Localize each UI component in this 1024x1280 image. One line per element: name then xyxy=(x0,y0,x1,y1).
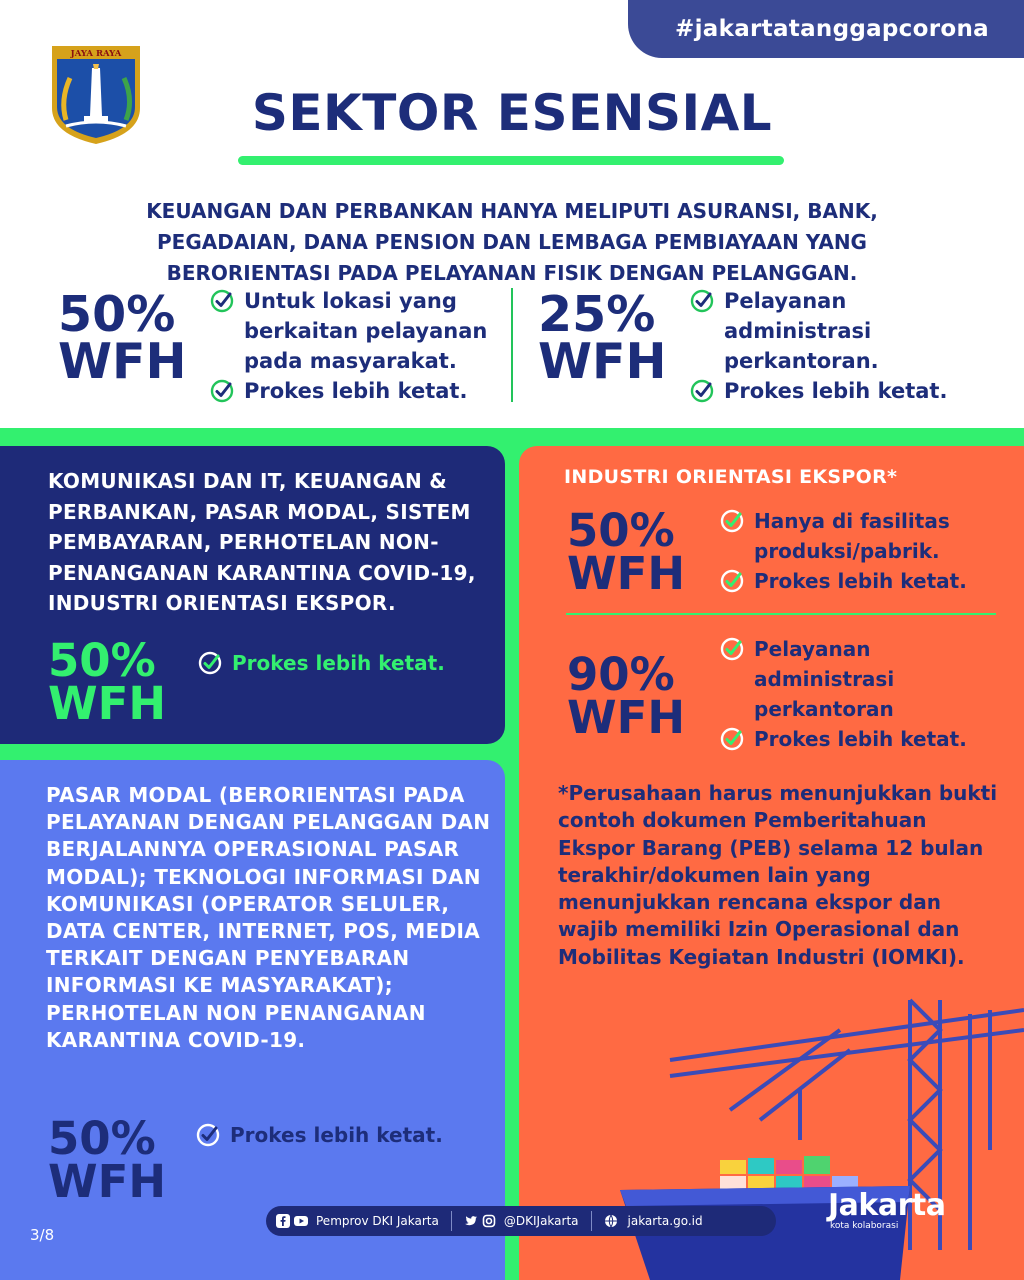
list-item xyxy=(720,724,1010,754)
page-number: 3/8 xyxy=(30,1226,55,1244)
orange-block1-wfh-label: WFH xyxy=(567,546,686,600)
list-item xyxy=(210,376,510,406)
blue-panel-wfh-label: WFH xyxy=(48,1154,167,1208)
brand-tagline: kota kolaborasi xyxy=(830,1221,899,1231)
navy-panel-text: KOMUNIKASI DAN IT, KEUANGAN & PERBANKAN, PASAR MODAL, SISTEM PEMBAYARAN, PERHOTELAN NON-PENANGANAN KARANTINA COVID-19, INDUSTRI ORIENTASI EKSPOR. xyxy=(48,469,476,615)
list-item-text: Pelayanan administrasi perkantoran. xyxy=(724,289,879,373)
orange-block2-wfh xyxy=(567,648,686,744)
orange-block1-pct: 50% xyxy=(567,504,675,557)
check-icon xyxy=(210,289,234,313)
navy-panel-wfh xyxy=(48,634,167,730)
list-item xyxy=(720,566,1010,596)
check-icon xyxy=(210,379,234,403)
list-item-text: Prokes lebih ketat. xyxy=(230,1123,443,1147)
footer-website-label: jakarta.go.id xyxy=(627,1214,703,1228)
crest-label: JAYA RAYA xyxy=(70,49,122,59)
list-item xyxy=(198,648,448,678)
orange-panel-title: INDUSTRI ORIENTASI EKSPOR* xyxy=(564,466,898,488)
top-left-wfh-label: WFH xyxy=(58,332,187,390)
footer-twitter-instagram[interactable] xyxy=(464,1214,579,1228)
jakarta-logo xyxy=(828,1188,945,1231)
check-icon xyxy=(720,569,744,593)
list-item xyxy=(196,1120,446,1150)
footer-facebook-label: Pemprov DKI Jakarta xyxy=(316,1214,439,1228)
check-icon xyxy=(720,509,744,533)
footer-separator xyxy=(451,1211,452,1231)
list-item xyxy=(690,376,990,406)
instagram-icon xyxy=(482,1214,496,1228)
navy-panel-list xyxy=(198,648,448,678)
orange-block2-wfh-label: WFH xyxy=(567,690,686,744)
top-left-pct: 50% xyxy=(58,286,176,343)
navy-panel-pct: 50% xyxy=(48,634,156,687)
top-right-list xyxy=(690,286,990,406)
top-right-pct: 25% xyxy=(538,286,656,343)
blue-panel-text: PASAR MODAL (BERORIENTASI PADA PELAYANAN DENGAN PELANGGAN DAN BERJALANNYA OPERASIONAL PASAR MODAL); TEKNOLOGI INFORMASI DAN KOMUNIKASI (OPERATOR SELULER, DATA CENTER, INTERNET, POS, MEDIA TERKAIT DENGAN PENYEBARAN INFORMASI KE MASYARAKAT); PERHOTELAN NON PENANGANAN KARANTINA COVID-19. xyxy=(46,783,491,1052)
footer-twitter-label: @DKIJakarta xyxy=(503,1214,579,1228)
blue-panel-list xyxy=(196,1120,446,1150)
check-icon xyxy=(720,727,744,751)
footer-website[interactable] xyxy=(604,1214,703,1228)
orange-block1-wfh xyxy=(567,504,686,600)
list-item-text: Prokes lebih ketat. xyxy=(754,727,967,751)
list-item xyxy=(720,506,1010,566)
list-item-text: Pelayanan administrasi perkantoran xyxy=(754,637,895,721)
blue-panel-pct: 50% xyxy=(48,1112,156,1165)
footer-bar xyxy=(266,1206,776,1236)
hashtag-text: #jakartatanggapcorona xyxy=(675,16,989,42)
twitter-icon xyxy=(464,1214,478,1228)
orange-divider xyxy=(566,613,996,615)
page-title: SEKTOR ESENSIAL xyxy=(251,84,773,142)
list-item xyxy=(690,286,990,376)
footer-facebook-youtube[interactable] xyxy=(276,1214,439,1228)
list-item-text: Hanya di fasilitas produksi/pabrik. xyxy=(754,509,950,563)
list-item-text: Prokes lebih ketat. xyxy=(244,379,468,403)
footer-separator xyxy=(591,1211,592,1231)
list-item-text: Prokes lebih ketat. xyxy=(232,651,445,675)
brand-name: Jakarta xyxy=(828,1188,946,1223)
youtube-icon xyxy=(294,1214,308,1228)
orange-block2-list xyxy=(720,634,1010,754)
check-icon xyxy=(196,1123,220,1147)
list-item xyxy=(210,286,510,376)
title-underline xyxy=(238,156,784,165)
facebook-icon xyxy=(276,1214,290,1228)
check-icon xyxy=(690,379,714,403)
list-item-text: Prokes lebih ketat. xyxy=(724,379,948,403)
top-left-list xyxy=(210,286,510,406)
orange-block2-pct: 90% xyxy=(567,648,675,701)
check-icon xyxy=(690,289,714,313)
blue-panel-wfh xyxy=(48,1112,167,1208)
check-icon xyxy=(720,637,744,661)
top-left-wfh xyxy=(58,286,187,390)
orange-block1-list xyxy=(720,506,1010,596)
list-item-text: Untuk lokasi yang berkaitan pelayanan pada masyarakat. xyxy=(244,289,488,373)
port-crane-illustration xyxy=(610,990,1024,1280)
top-right-wfh xyxy=(538,286,667,390)
navy-panel-wfh-label: WFH xyxy=(48,676,167,730)
hashtag-banner xyxy=(628,0,1024,58)
intro-text: KEUANGAN DAN PERBANKAN HANYA MELIPUTI ASURANSI, BANK, PEGADAIAN, DANA PENSION DAN LEMBAGA PEMBIAYAAN YANG BERORIENTASI PADA PELAYANAN FISIK DENGAN PELANGGAN. xyxy=(146,199,878,285)
top-right-wfh-label: WFH xyxy=(538,332,667,390)
list-item-text: Prokes lebih ketat. xyxy=(754,569,967,593)
list-item xyxy=(720,634,1010,724)
check-icon xyxy=(198,651,222,675)
globe-icon xyxy=(604,1214,618,1228)
vertical-divider xyxy=(511,288,513,402)
orange-footnote: *Perusahaan harus menunjukkan bukti contoh dokumen Pemberitahuan Ekspor Barang (PEB) selama 12 bulan terakhir/dokumen lain yang menunjukkan rencana ekspor dan wajib memiliki Izin Operasional dan Mobilitas Kegiatan Industri (IOMKI). xyxy=(558,781,998,969)
